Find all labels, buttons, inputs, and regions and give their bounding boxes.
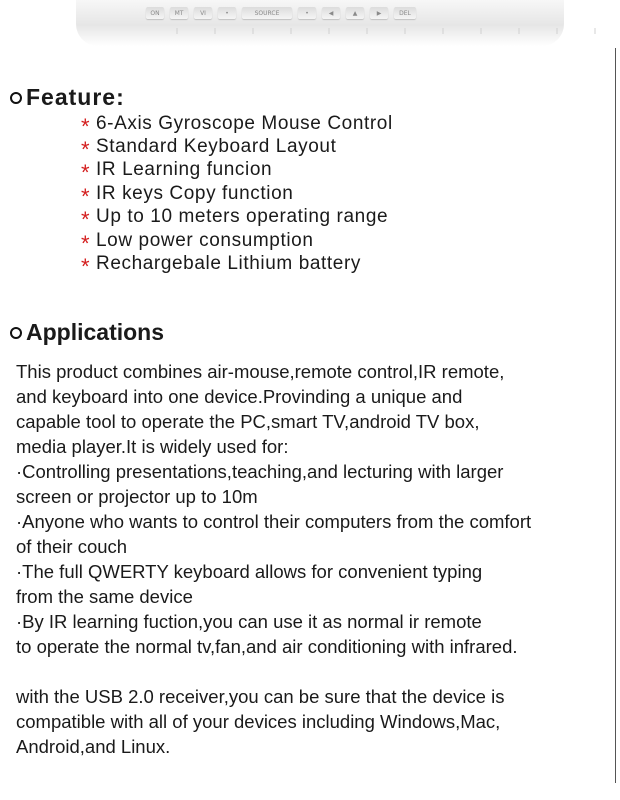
feature-item-text: Rechargebale Lithium battery [96,253,361,275]
feature-item-text: Low power consumption [96,229,314,251]
feature-item-text: 6-Axis Gyroscope Mouse Control [96,112,393,134]
feature-item-text: Up to 10 meters operating range [96,206,389,228]
feature-item [81,229,393,256]
applications-body [16,359,612,759]
feature-item [81,252,393,280]
circle-bullet-icon [10,92,22,104]
star-icon: * [81,254,91,280]
app-line: capable tool to operate the PC,smart TV,android TV box, [16,411,480,432]
star-icon: * [81,183,91,209]
app-line: compatible with all of your devices including Windows,Mac, [16,711,501,732]
keyboard-key-row [146,7,422,19]
feature-item [81,159,393,186]
app-line: with the USB 2.0 receiver,you can be sure that the device is [16,686,505,707]
key-del: DEL [394,7,416,19]
key-right: ▶ [370,7,388,19]
app-line: and keyboard into one device.Provinding a unique and [16,386,463,407]
app-line: ·Anyone who wants to control their computers from the comfort [16,511,532,532]
app-line: of their couch [16,536,128,557]
feature-item-text: IR keys Copy function [96,182,294,204]
feature-item-text: Standard Keyboard Layout [96,136,337,158]
feature-item [81,182,393,209]
feature-item [81,135,393,163]
key-up: ▲ [346,7,364,19]
keyboard-lower-keys [176,28,596,34]
app-line: media player.It is widely used for: [16,436,289,457]
app-line: Android,and Linux. [16,736,171,757]
feature-item-text: IR Learning funcion [96,159,273,181]
key-vi: VI [194,7,212,19]
app-line: This product combines air-mouse,remote control,IR remote, [16,361,505,382]
key-source: SOURCE [242,7,292,19]
feature-item [81,112,393,139]
feature-title: Feature: [26,84,125,110]
key-dot-2: • [298,7,316,19]
app-line: from the same device [16,586,193,607]
key-left: ◀ [322,7,340,19]
app-line: ·By IR learning fuction,you can use it as normal ir remote [16,611,482,632]
applications-title: Applications [26,319,165,345]
app-line: ·Controlling presentations,teaching,and lecturing with larger [16,461,504,482]
key-on: ON [146,7,164,19]
applications-heading [10,319,164,346]
feature-heading [10,84,125,111]
star-icon: * [81,113,91,139]
feature-list [81,112,393,280]
circle-bullet-icon [10,327,22,339]
key-dot-1: • [218,7,236,19]
star-icon: * [81,230,91,256]
star-icon: * [81,160,91,186]
app-line: to operate the normal tv,fan,and air conditioning with infrared. [16,636,518,657]
star-icon: * [81,207,91,233]
app-line: screen or projector up to 10m [16,486,258,507]
app-line: ·The full QWERTY keyboard allows for convenient typing [16,561,483,582]
paragraph-gap [16,659,612,684]
keyboard-image [76,0,564,46]
right-border-line [615,48,616,783]
star-icon: * [81,137,91,163]
feature-item [81,206,393,233]
key-mt: MT [170,7,188,19]
